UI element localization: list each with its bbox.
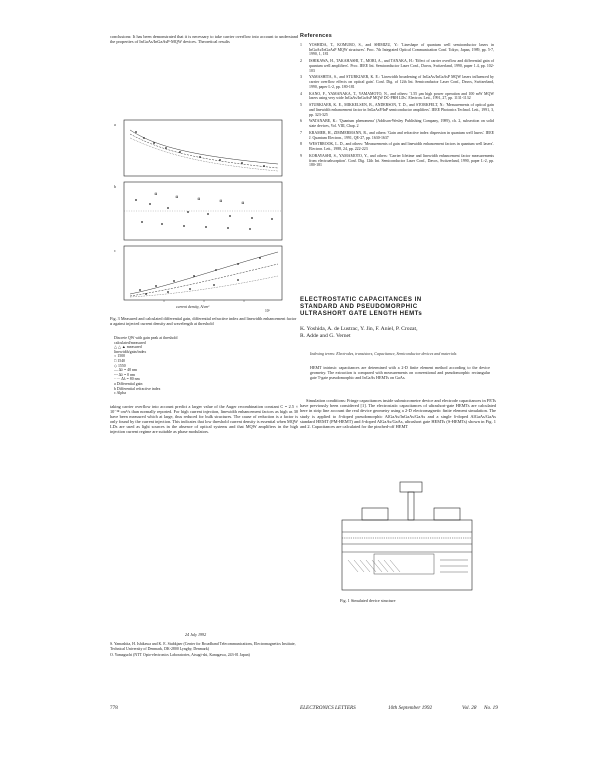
reference-item [300, 154, 494, 168]
legend-item: ◇ 1550 [114, 363, 126, 368]
title-line: ULTRASHORT GATE LENGTH HEMTs [300, 310, 423, 318]
legend-item: a Differential gain [114, 381, 143, 386]
panel-a-curve-2 [130, 134, 278, 168]
panel-c-points [139, 257, 261, 295]
panel-c-label: c [114, 248, 116, 253]
reference-number: 1 [300, 43, 302, 47]
title-line: ELECTROSTATIC CAPACITANCES IN [300, 296, 422, 303]
reference-item [300, 103, 494, 117]
reference-number: 8 [300, 142, 302, 147]
reference-text: YOSHIDA, T., KOMURO, S., and SHIMIZU, Y.: 'Lineshape of quantum well semiconductor lasers in InGaAs/InGaAsP MQW structures'. Proc. 7th Integrated Optical Communication Conf. Tokyo, Japan, 1989, pp. 5-7, 1990, 1, 181 [309, 43, 494, 57]
figure-1-plot [110, 118, 300, 313]
footer-journal: ELECTRONICS LETTERS [300, 705, 356, 711]
panel-c-curve-1 [130, 252, 278, 294]
page-number: 778 [110, 705, 118, 711]
figure-2-caption: Fig. 1 Simulated device structure [340, 598, 396, 603]
figure-1-panel-a [114, 120, 282, 176]
panel-b-open-points [155, 193, 244, 204]
left-top-paragraph: conclusions: It has been demonstrated that it is necessary to take carrier overflow into account to understand the properties of InGaAs/InGaAsP-MQW devices. Theoretical results [110, 34, 298, 45]
source-contact [362, 508, 388, 520]
channel-region [374, 554, 434, 574]
legend-item: b Differential refractive index [114, 386, 161, 391]
legend-item: — Δλ = 40 nm [114, 368, 138, 373]
article-abstract: HEMT intrinsic capacitances are determined with a 2-D finite element method according to the device geometry. The extraction is compared with measurements on conventional and pseudomorphic rectangular gate T-gate pseudomorphic and InGaAs HEMTs on GaAs. [310, 365, 490, 380]
reference-item [300, 142, 494, 151]
panel-b-label: b [114, 184, 116, 189]
dimension-marks [440, 560, 468, 572]
references-heading: References [300, 33, 333, 39]
panel-b-points [135, 199, 273, 230]
legend-item: ○ 1500 [114, 354, 126, 359]
reference-number: 3 [300, 75, 302, 80]
panel-b-frame [124, 182, 282, 240]
figure-1-caption: Fig. 3 Measured and calculated differential gain, differential refractive index and linewidth enhancement factor α against injected current density and wavelength at threshold [110, 316, 297, 326]
affiliations [110, 642, 298, 660]
received-date: 24 July 1992 [185, 632, 207, 637]
legend-detail: Discrete QW with gain peak at threshold [114, 336, 178, 340]
title-line: STANDARD AND PSEUDOMORPHIC [300, 303, 418, 311]
reference-number: 7 [300, 130, 302, 135]
reference-item [300, 43, 494, 57]
legend-item: ····· Δλ = 80 nm [114, 377, 140, 382]
gate-stem [408, 492, 414, 520]
reference-text: STUBKJAER, K. E., MIKKELSEN, B., ANDERSON, T. D., and STORKFELT, N.: 'Measurements of optical gain and linewidth enhancement factor in InGaAsP/InP semiconductor amplifiers'. IEEE Photonics Technol. Lett., 1991, 3, pp. 323-325 [309, 103, 494, 117]
footer-volume: Vol. 28 [462, 705, 477, 711]
panel-a-frame [124, 120, 282, 176]
figure-1-xlabel: current density, A/cm² [176, 305, 210, 309]
panel-a-curve-3 [130, 138, 278, 171]
legend-title: calculated/measured [114, 340, 146, 345]
legend-item: --- Δλ = 0 nm [114, 372, 136, 377]
reference-number: 2 [300, 59, 302, 64]
reference-number: 9 [300, 153, 302, 158]
authors-line: R. Adde and G. Vernet [300, 332, 351, 339]
reference-item [300, 131, 494, 140]
reference-text: YAMASHITA, S., and STUBKJAER, K. E.: 'Linewidth broadening of InGaAs/InGaAsP MQW lasers influenced by carrier overflow effects on optical gain'. Conf. Dig. of 12th Int. Semiconductor Laser Conf., Davos, Switzerland, 1990, paper L-2, pp. 180-181 [309, 75, 494, 89]
reference-item [300, 119, 494, 128]
panel-a-points [135, 131, 265, 167]
panel-c-curve-3 [130, 276, 278, 297]
article-body: Simulation conditions: Fringe capacitances inside submicrometre device and electrode capacitances in FETs have previously been considered [1]. The electrostatic capacitances of ultrashort-gate HEMTs are calculated here in strip line account the real device geometry using a 2-D electromagnetic finite element simulation. The study is applied to δ-doped pseudomorphic AlGaAs/InGaAs/GaAs and a single δ-doped AlGaAs/GaAs standard HEMT (PM-HEMT) and δ-doped AlGaAs/GaAs, ultrashort gate HEMTs (S-HEMTs) shown in Fig. 1 and 2. Capacitances are calculated for the pinched-off HEMT [300, 398, 497, 430]
reference-text: WATANABE, K.: 'Quantum phenomena' (Addison-Wesley Publishing Company, 1989), ch. 2, subsection on solid state devices, Vol. VIII, Chap. 2 [309, 119, 494, 129]
reference-item [300, 75, 494, 89]
panel-c-curve-2 [130, 264, 278, 296]
article-title [300, 296, 500, 318]
legend-item: □ 1540 [114, 358, 126, 363]
legend-item: △ △ ▲ measured [114, 345, 142, 350]
panel-c-frame [124, 246, 282, 300]
reference-text: KOBAYASHI, S., YAMAMOTO, Y., and others: 'Carrier lifetime and linewidth enhancement factor measurements from electroabsorption'. Conf. Dig. 12th Int. Semiconductor Laser Conf., Davos, Switzerland, 1990, paper L-2, pp. 180-181 [309, 153, 494, 168]
reference-number: 5 [300, 103, 302, 108]
footer-number: No. 19 [484, 705, 498, 711]
footer-date: 10th September 1992 [388, 705, 433, 711]
drain-contact [434, 508, 460, 520]
left-main-paragraph: taking carrier overflow into account predict a larger value of the Auger recombination constant C = 2.5 × 10⁻²⁸ cm⁶/s than normally reported. For high current injection, linewidth enhancement factors as high as 30 have been measured which at large, thus reduced for bulk structures. The cause of reduction is a factor is only found by the current injection. This indicates that low threshold current density is essential when MQW LDs are used as light sources in the absence of optical systems and that MQW amplifiers in the high injection current regime are suitable as phase modulators. [110, 404, 298, 435]
reference-text: KANO, F., YAMANAKA, T., YAMAMOTO, N., and others: '1.55 μm high power operation and 100 mW MQW lasers using very wide InGaAs/InGaAsP MQW DC-PBH LDs'. Electron. Lett., 1991, 27, pp. 1131-1132 [309, 91, 494, 101]
reference-number: 4 [300, 91, 302, 96]
gate-head [400, 482, 422, 492]
legend-item: linewidth/gain/index [114, 349, 147, 354]
reference-text: KRAMER, H., ZIMMERMANN, R., and others: 'Gain and refractive index dispersion in quantum well lasers'. IEEE J. Quantum Electron., 1991, QE-27, pp. 1630-1637 [309, 130, 494, 140]
indexing-terms: Indexing terms: Electrodes, transistors, Capacitance, Semiconductor devices and materials [310, 351, 457, 356]
panel-a-label: a [114, 122, 116, 127]
substrate-outline [342, 520, 472, 590]
layer-lines [342, 532, 472, 552]
figure-1-panel-b [114, 182, 282, 240]
figure-1-legend [114, 336, 298, 396]
reference-item [300, 59, 494, 73]
figure-1-xlabel-unit: 10³ [265, 309, 270, 313]
article-authors [300, 326, 500, 339]
authors-line: K. Yoshida, A. de Lustrac, Y. Jin, F. Aniel, P. Crozat, [300, 326, 418, 332]
reference-text: WESTBROOK, L. D., and others: 'Measurements of gain and linewidth enhancement factors in quantum well lasers'. Electron. Lett., 1988, 24, pp. 222-223 [309, 142, 494, 152]
references-list [300, 43, 494, 170]
reference-text: ISHIKAWA, H., TAKAHASHI, T., MORI, A., and TANAKA, H.: 'Effect of carrier overflow and differential gain of quantum well amplifiers'. Proc. IEEE Int. Semiconductor Laser Conf., Davos, Switzerland, 1990, paper 1.4, pp. 102-103 [309, 59, 494, 73]
figure-2-device-structure [340, 480, 480, 595]
affiliation: O. Yamaguchi (NTT Opto-electronics Laboratories, Atsugi-shi, Kanagawa, 243-01 Japan) [110, 653, 250, 658]
affiliation: S. Yamashita, H. Ishikawa and K. E. Stubkjaer (Center for Broadband Telecommunications, Electromagnetics Institute, Technical University of Denmark, DK-2800 Lyngby, Denmark) [110, 642, 296, 651]
reference-item [300, 92, 494, 101]
legend-item: c Alpha [114, 391, 126, 396]
reference-number: 6 [300, 119, 302, 124]
figure-1-panel-c [114, 246, 282, 300]
